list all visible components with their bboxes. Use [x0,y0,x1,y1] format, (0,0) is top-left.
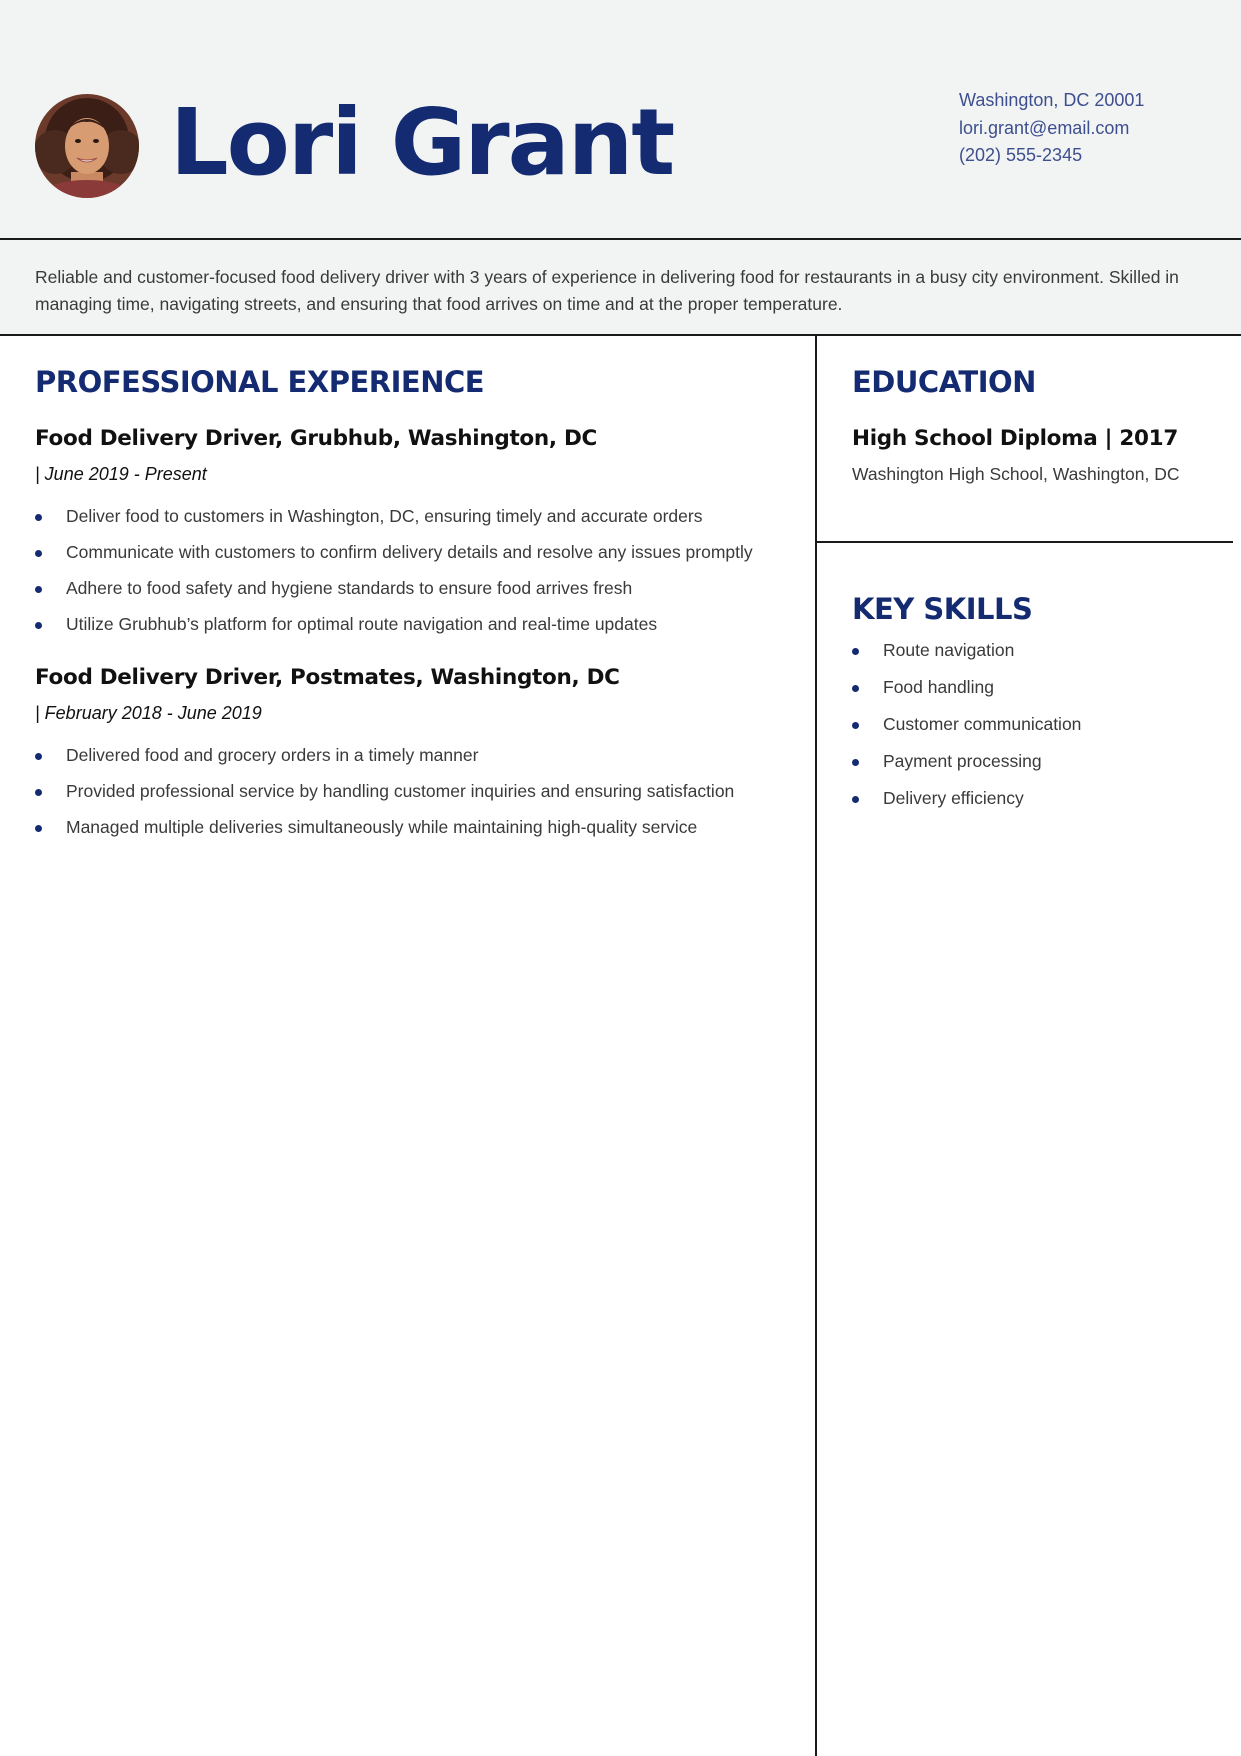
list-item: Route navigation [852,637,1232,663]
education-heading: EDUCATION [852,365,1036,399]
skills-list [852,637,1232,811]
list-item: Delivery efficiency [852,785,1232,811]
list-item: Food handling [852,674,1232,700]
contact-phone: (202) 555-2345 [959,145,1083,165]
education-section [852,362,1232,487]
education-degree: High School Diploma | 2017 [852,426,1178,451]
education-school: Washington High School, Washington, DC [852,464,1180,484]
resume-header [0,0,1241,240]
contact-address: Washington, DC 20001 [959,90,1145,110]
job-date: | February 2018 - June 2019 [35,703,262,723]
summary-text: Reliable and customer-focused food delivery driver with 3 years of experience in delivering food for restaurants in a busy city environment. Skilled in managing time, navigating streets, and ensuring that food arrives on time and at the proper temperature. [0,240,1241,336]
experience-heading: PROFESSIONAL EXPERIENCE [35,365,485,399]
list-item: Provided professional service by handling customer inquiries and ensuring satisfaction [35,778,795,804]
list-item: Deliver food to customers in Washington, DC, ensuring timely and accurate orders [35,503,795,529]
candidate-name: Lori Grant [170,89,674,196]
profile-photo [35,94,139,198]
list-item: Utilize Grubhub’s platform for optimal route navigation and real-time updates [35,611,795,637]
list-item: Communicate with customers to confirm delivery details and resolve any issues promptly [35,539,795,565]
column-divider [815,336,817,1756]
contact-info [959,87,1144,170]
skills-section [852,589,1232,811]
job-bullets [35,503,795,637]
skills-heading: KEY SKILLS [852,592,1033,626]
list-item: Delivered food and grocery orders in a timely manner [35,742,795,768]
job-title: Food Delivery Driver, Postmates, Washington, DC [35,665,620,690]
list-item: Payment processing [852,748,1232,774]
list-item: Managed multiple deliveries simultaneously while maintaining high-quality service [35,814,795,840]
contact-email: lori.grant@email.com [959,117,1130,138]
list-item: Adhere to food safety and hygiene standards to ensure food arrives fresh [35,575,795,601]
job-title: Food Delivery Driver, Grubhub, Washington, DC [35,426,597,451]
job-entry [35,663,795,840]
job-bullets [35,742,795,840]
avatar-portrait [35,94,139,198]
sidebar [852,362,1232,811]
job-date: | June 2019 - Present [35,464,207,484]
job-entry [35,424,795,637]
experience-section [35,362,795,840]
list-item: Customer communication [852,711,1232,737]
